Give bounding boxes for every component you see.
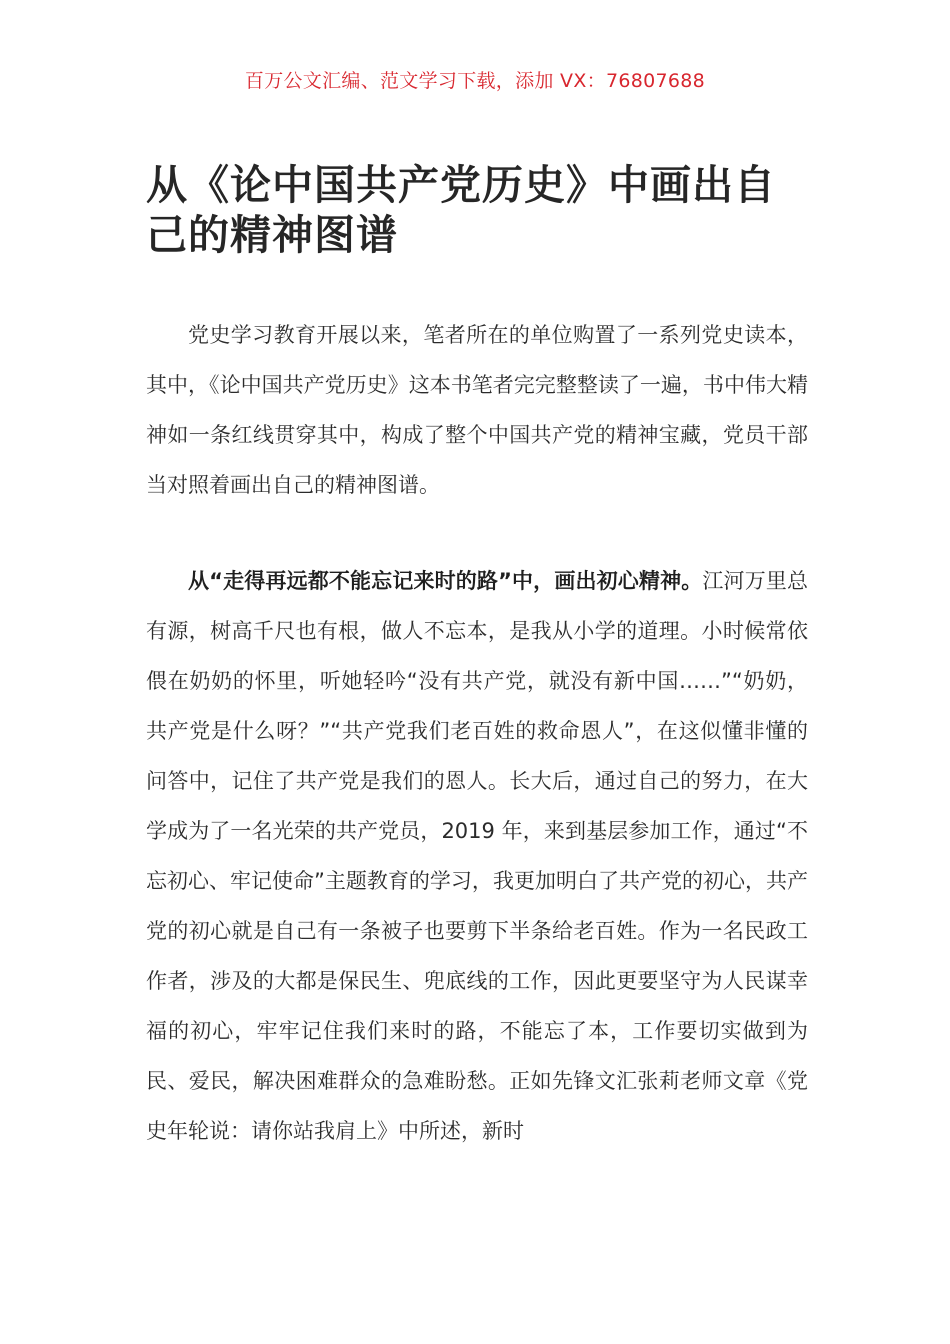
paragraph-text: 党史学习教育开展以来，笔者所在的单位购置了一系列党史读本，其中，《论中国共产党历史》这本书笔者完完整整读了一遍，书中伟大精神如一条红线贯穿其中，构成了整个中国共产党的精神宝藏，党员干部当对照着画出自己的精神图谱。: [146, 323, 808, 497]
paragraph-intro: [146, 310, 808, 510]
paragraph-text: 江河万里总有源，树高千尺也有根，做人不忘本，是我从小学的道理。小时候常依偎在奶奶的怀里，听她轻吟“没有共产党，就没有新中国……”“奶奶，共产党是什么呀？”“共产党我们老百姓的救命恩人”，在这似懂非懂的问答中，记住了共产党是我们的恩人。长大后，通过自己的努力，在大学成为了一名光荣的共产党员，2019 年，来到基层参加工作，通过“不忘初心、牢记使命”主题教育的学习，我更加明白了共产党的初心，共产党的初心就是自己有一条被子也要剪下半条给老百姓。作为一名民政工作者，涉及的大都是保民生、兜底线的工作，因此更要坚守为人民谋幸福的初心，牢牢记住我们来时的路，不能忘了本，工作要切实做到为民、爱民，解决困难群众的急难盼愁。正如先锋文汇张莉老师文章《党史年轮说：请你站我肩上》中所述，新时: [146, 569, 808, 1143]
paragraph-lead-heading: 从“走得再远都不能忘记来时的路”中，画出初心精神。: [188, 569, 703, 593]
article-title: 从《论中国共产党历史》中画出自己的精神图谱: [146, 161, 776, 259]
paragraph-original-aspiration: [146, 556, 808, 1156]
header-promo-note: 百万公文汇编、范文学习下载，添加 VX：76807688: [244, 70, 706, 92]
